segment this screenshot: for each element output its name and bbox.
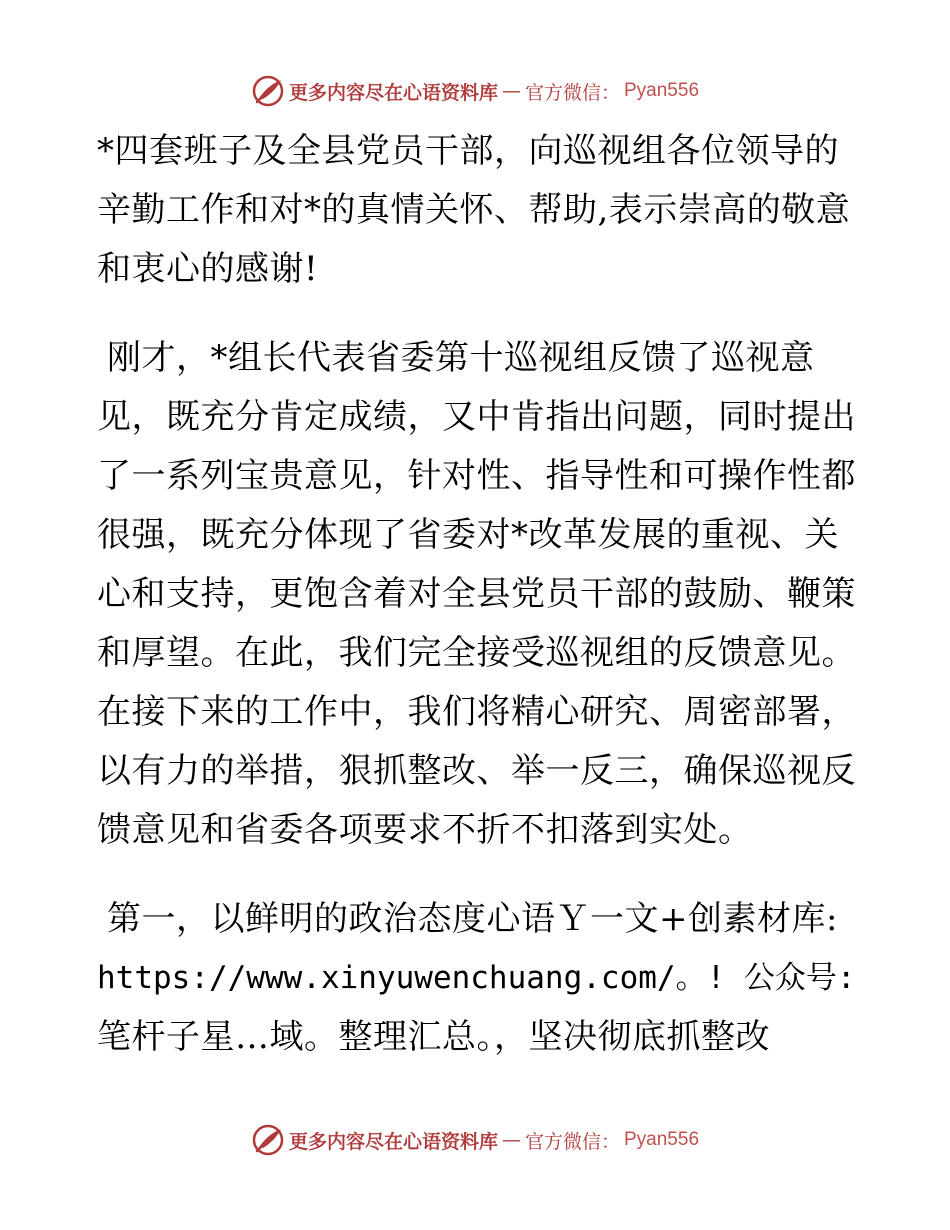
- page-footer: [0, 1120, 950, 1160]
- text-line: 和衷心的感谢!: [97, 249, 319, 289]
- text-line: 了一系列宝贵意见，针对性、指导性和可操作性都: [97, 456, 856, 496]
- text-line: *四套班子及全县党员干部，向巡视组各位领导的: [97, 131, 839, 171]
- text-line: 以有力的举措，狠抓整改、举一反三，确保巡视反: [97, 751, 856, 791]
- footer-wechat-label: 官方微信：: [524, 1130, 620, 1153]
- text-line: 刚才，*组长代表省委第十巡视组反馈了巡视意: [107, 338, 815, 378]
- url-line: https://www.xinyuwenchuang.com/。! 公众号:: [97, 960, 856, 996]
- footer-wechat-id: Pyan556: [624, 1129, 700, 1150]
- page-header: [0, 71, 950, 111]
- quill-logo-icon: [251, 1123, 285, 1157]
- paragraph-1: [97, 122, 857, 299]
- text-line: 第一，以鲜明的政治态度心语Ｙ一文+创素材库:: [107, 899, 838, 939]
- footer-banner: [251, 1123, 699, 1157]
- text-line: 见，既充分肯定成绩，又中肯指出问题，同时提出: [97, 397, 856, 437]
- paragraph-3: [97, 890, 857, 1067]
- document-body: [97, 122, 857, 1067]
- text-line: 在接下来的工作中，我们将精心研究、周密部署，: [97, 692, 856, 732]
- header-banner: [251, 74, 699, 108]
- text-line: 馈意见和省委各项要求不折不扣落到实处。: [97, 810, 753, 850]
- header-dash: —: [501, 80, 521, 102]
- paragraph-2: [97, 329, 857, 860]
- text-line: 辛勤工作和对*的真情关怀、帮助,表示崇高的敬意: [97, 190, 851, 230]
- quill-logo-icon: [251, 74, 285, 108]
- header-site-name: 更多内容尽在心语资料库: [288, 81, 498, 104]
- text-line: 很强，既充分体现了省委对*改革发展的重视、关: [97, 515, 839, 555]
- header-wechat-id: Pyan556: [624, 80, 700, 101]
- footer-site-name: 更多内容尽在心语资料库: [288, 1130, 498, 1153]
- footer-dash: —: [501, 1129, 521, 1151]
- text-line: 笔杆子星…域。整理汇总。，坚决彻底抓整改: [97, 1017, 770, 1057]
- text-line: 心和支持，更饱含着对全县党员干部的鼓励、鞭策: [97, 574, 856, 614]
- text-line: 和厚望。在此，我们完全接受巡视组的反馈意见。: [97, 633, 856, 673]
- header-wechat-label: 官方微信：: [524, 81, 620, 104]
